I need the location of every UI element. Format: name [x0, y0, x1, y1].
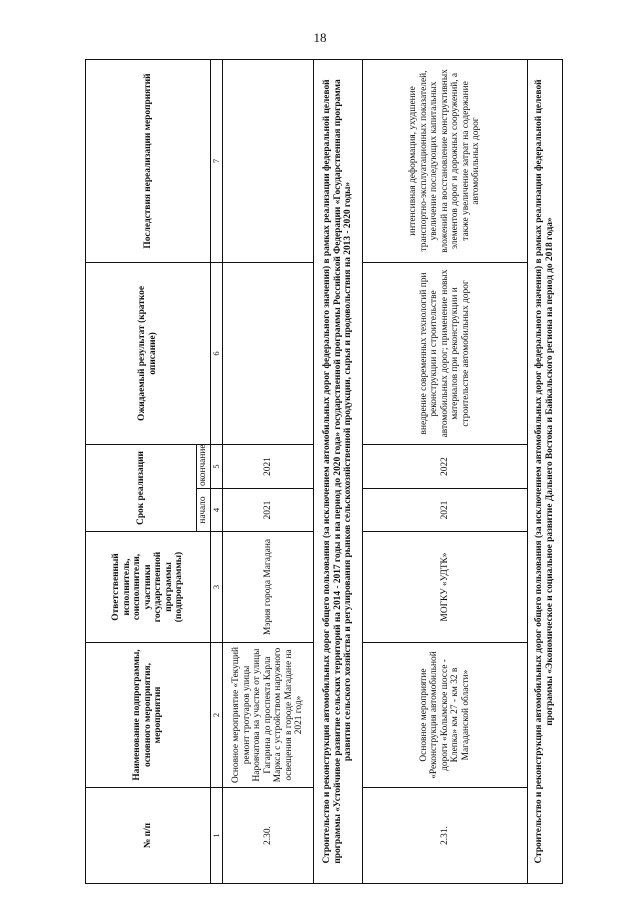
- col-number-4: 4: [211, 489, 223, 532]
- section-heading: Строительство и реконструкция автомобильных дорог общего пользования (за исключением автомобильных дорог федерального значения) в рамках реализации федеральной целевой программы «Устойчивое развитие сельских территорий на 2014 - 2017 годы и на период до 2020 года» государственной программы Российской Федерации «Государственная программа развития сельского хозяйства и регулирования рынков сельскохозяйственной продукции, сырья и продовольствия на 2013 - 2020 годы»: [313, 59, 362, 883]
- col-number-1: 1: [211, 788, 223, 884]
- page-number: 18: [313, 30, 327, 45]
- rotated-table-wrapper: [85, 60, 563, 884]
- row-name: Основное мероприятие «Текущий ремонт тротуаров улицы Наровчатова на участке от улицы Гагарина до проспекта Карла Маркса с устройством наружного освещения в городе Магадане на 2021 год»: [223, 643, 314, 788]
- header-name: Наименование подпрограммы, основного мероприятия, мероприятия: [86, 643, 211, 788]
- row-num: 2.30.: [223, 788, 314, 884]
- header-start: начало: [197, 489, 211, 532]
- col-number-7: 7: [211, 59, 223, 262]
- header-period: Срок реализации: [86, 444, 197, 531]
- row-result: [223, 262, 314, 444]
- row-start: 2021: [363, 489, 528, 532]
- col-number-2: 2: [211, 643, 223, 788]
- row-result: внедрение современных технологий при реконструкции и строительстве автомобильных дорог; применение новых материалов при реконструкции и строительстве автомобильных дорог: [363, 262, 528, 444]
- row-consequences: интенсивная деформация, ухудшение транспортно-эксплуатационных показателей, увеличение последующих капитальных вложений на восстановление конструктивных элементов дорог и дорожных сооружений, а также увеличение затрат на содержание автомобильных дорог: [363, 59, 528, 262]
- row-responsible: Мэрия города Магадана: [223, 532, 314, 643]
- row-end: 2021: [223, 444, 314, 488]
- row-start: 2021: [223, 489, 314, 532]
- header-consequences: Последствия нереализации мероприятий: [86, 59, 211, 262]
- col-number-6: 6: [211, 262, 223, 444]
- row-end: 2022: [363, 444, 528, 488]
- events-table: [85, 59, 563, 884]
- table-row: [363, 59, 528, 883]
- row-num: 2.31.: [363, 788, 528, 884]
- row-responsible: МОГКУ «УДТК»: [363, 532, 528, 643]
- header-result: Ожидаемый результат (краткое описание): [86, 262, 211, 444]
- section-heading: Строительство и реконструкция автомобильных дорог общего пользования (за исключением автомобильных дорог федерального значения) в рамках реализации федеральной целевой программы «Экономическое и социальное развитие Дальнего Востока и Байкальского региона на период до 2018 года»: [527, 59, 562, 883]
- header-end: окончание: [197, 444, 211, 488]
- row-consequences: [223, 59, 314, 262]
- col-number-3: 3: [211, 532, 223, 643]
- header-num: № п/п: [86, 788, 211, 884]
- col-number-5: 5: [211, 444, 223, 488]
- header-responsible: Ответственный исполнитель, соисполнители, участники государственной программы (подпрограммы): [86, 532, 211, 643]
- table-row: [223, 59, 314, 883]
- row-name: Основное мероприятие «Реконструкция автомобильной дороги «Колымское шоссе - Клепка» км 27 - км 32 в Магаданской области»: [363, 643, 528, 788]
